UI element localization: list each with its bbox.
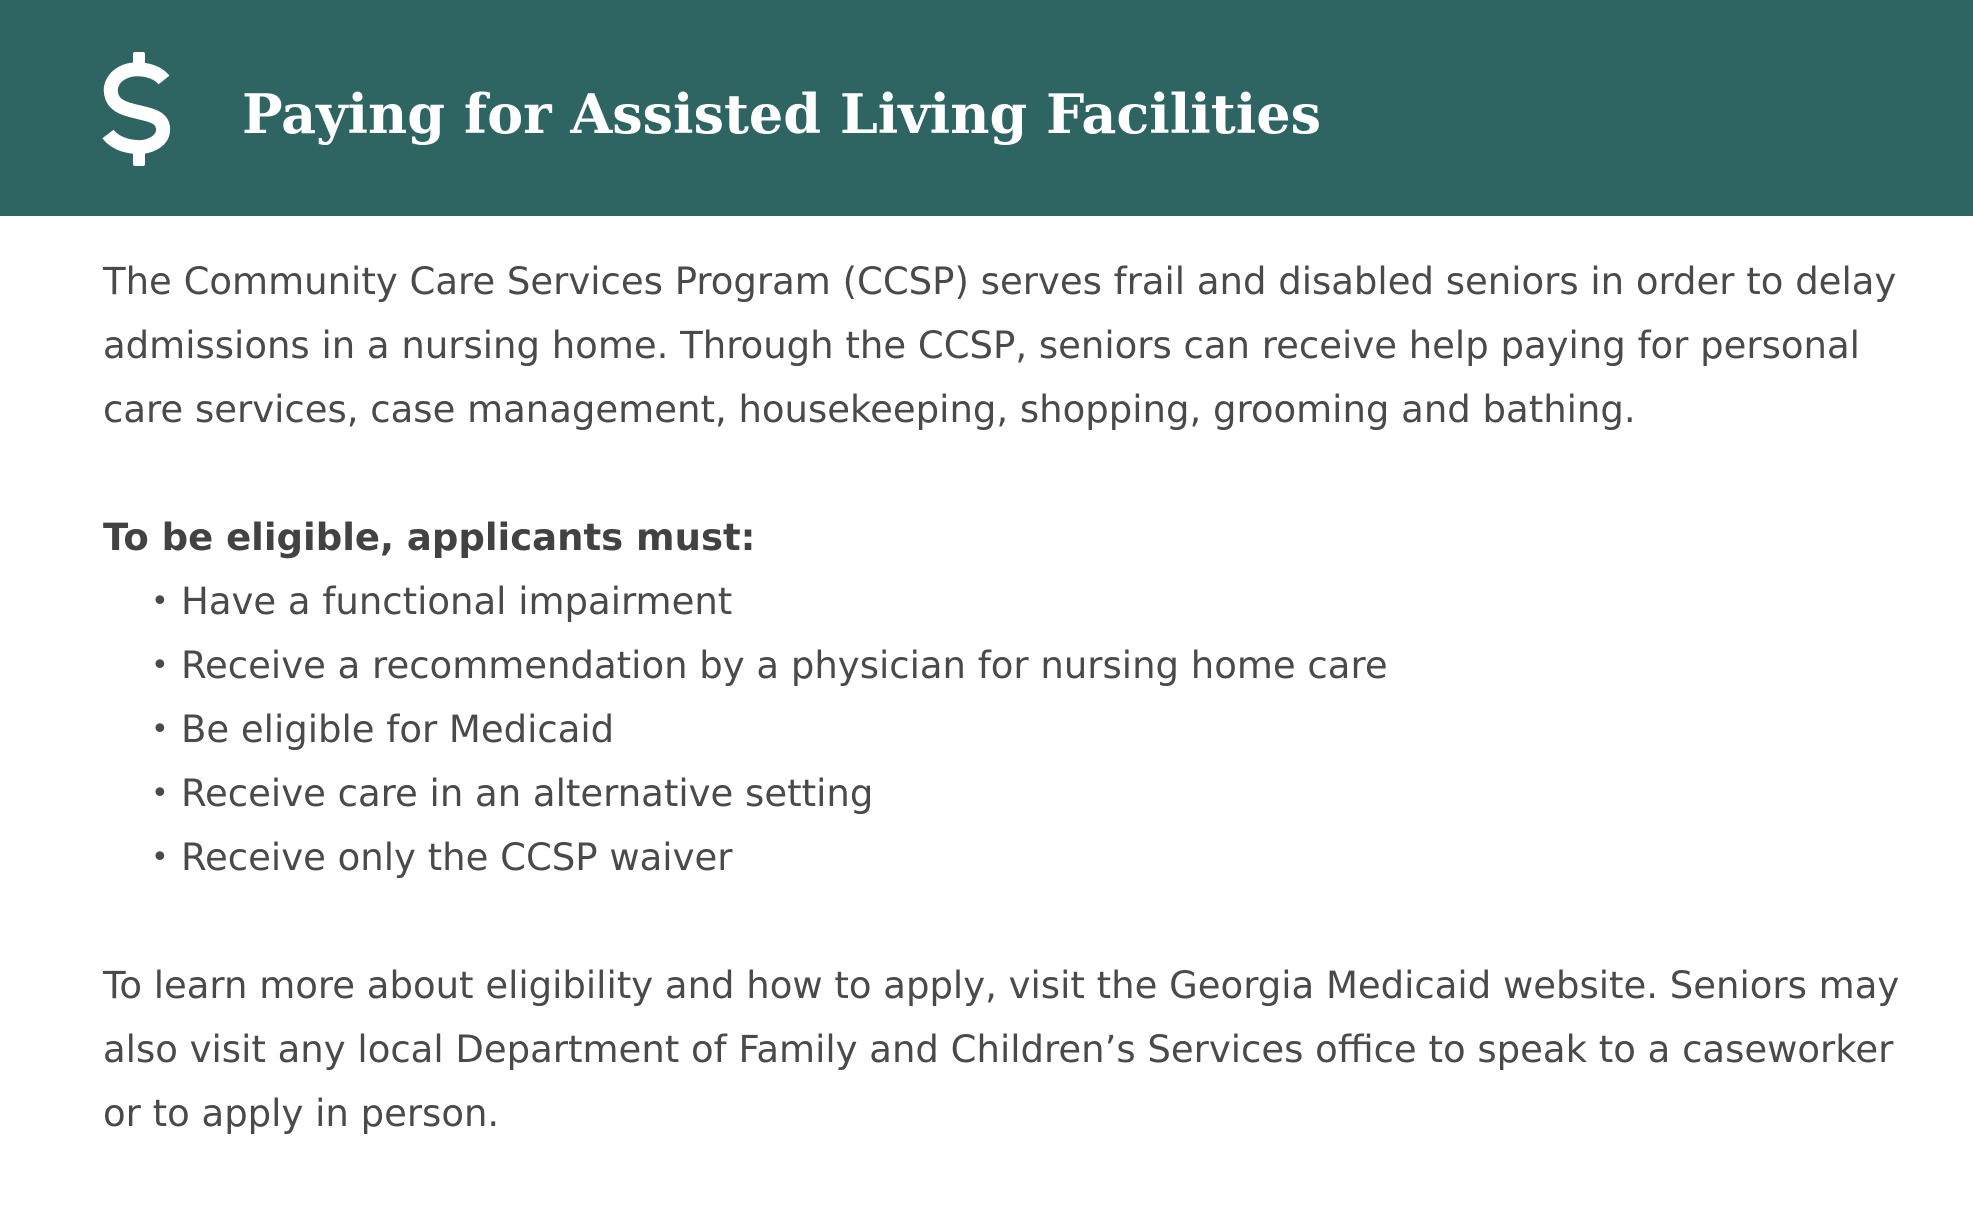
spacer (103, 890, 1923, 954)
dollar-icon (100, 50, 176, 168)
main-content (103, 250, 1923, 1146)
eligibility-list (103, 570, 1923, 890)
list-item-text: Receive only the CCSP waiver (181, 836, 733, 879)
intro-paragraph: The Community Care Services Program (CCSP) serves frail and disabled seniors in order to delay admissions in a nursing home. Through the CCSP, seniors can receive help paying for personal care services, case management, housekeeping, shopping, grooming and bathing. (103, 260, 1897, 431)
list-item-text: Receive care in an alternative setting (181, 772, 874, 815)
bullet-icon: • (151, 584, 169, 619)
bullet-icon: • (151, 712, 169, 747)
bullet-icon: • (151, 648, 169, 683)
outro-paragraph: To learn more about eligibility and how to apply, visit the Georgia Medicaid website. Seniors may also visit any local Department of Family and Children’s Services office to speak to a caseworker or to apply in person. (103, 964, 1900, 1135)
list-item (103, 698, 1923, 762)
list-item (103, 762, 1923, 826)
bullet-icon: • (151, 776, 169, 811)
list-item-text: Be eligible for Medicaid (181, 708, 615, 751)
page-title: Paying for Assisted Living Facilities (242, 82, 1322, 146)
page-header (0, 0, 1973, 216)
list-item (103, 634, 1923, 698)
list-item-text: Receive a recommendation by a physician for nursing home care (181, 644, 1388, 687)
eligibility-heading: To be eligible, applicants must: (103, 516, 756, 559)
spacer (103, 442, 1923, 506)
list-item (103, 826, 1923, 890)
bullet-icon: • (151, 840, 169, 875)
list-item-text: Have a functional impairment (181, 580, 733, 623)
list-item (103, 570, 1923, 634)
